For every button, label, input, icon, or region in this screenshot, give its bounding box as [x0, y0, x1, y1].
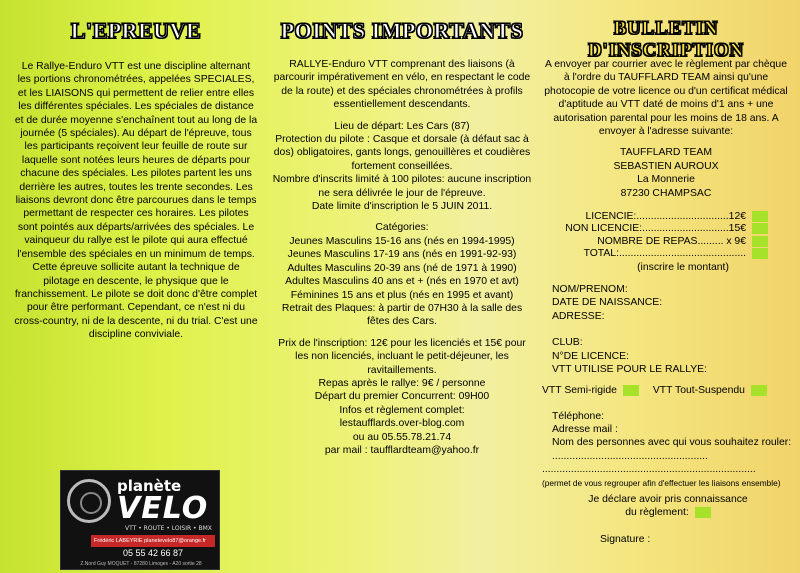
- address-line: SEBASTIEN AUROUX: [613, 160, 719, 172]
- identity-fields: [538, 283, 794, 376]
- adresse-field[interactable]: ADRESSE:: [552, 310, 605, 322]
- points-block-categories: [272, 221, 532, 328]
- sponsor-phone: 05 55 42 66 87: [122, 548, 184, 558]
- club-field[interactable]: CLUB:: [552, 337, 583, 349]
- bike-wheel-icon: [67, 479, 111, 523]
- declaration-line: du règlement:: [625, 506, 689, 518]
- signature-field[interactable]: Signature :: [600, 533, 651, 545]
- declaration-checkbox[interactable]: [695, 507, 711, 518]
- date-naissance-field[interactable]: DATE DE NAISSANCE:: [552, 297, 663, 309]
- total-field[interactable]: [752, 248, 768, 259]
- points-line: Prix de l'inscription: 12€ pour les licenciés et 15€ pour les non licenciés, incluant le petit-déjeuner, les ravitaillements.: [278, 337, 526, 376]
- email-field[interactable]: Adresse mail :: [552, 423, 618, 435]
- points-line: Jeunes Masculins 17-19 ans (nés en 1991-92-93): [287, 249, 517, 261]
- non-licencie-checkbox[interactable]: [752, 223, 768, 234]
- price-row-repas: [544, 235, 768, 248]
- points-heading: POINTS IMPORTANTS: [280, 18, 524, 43]
- nom-prenom-field[interactable]: NOM/PRENOM:: [552, 284, 628, 296]
- bulletin-intro: A envoyer par courrier avec le règlement par chèque à l'ordre du TAUFFLARD TEAM ainsi qu'une photocopie de votre licence ou d'un certificat médical d'aptitude au VTT daté de moins d'1 ans + une autorisation parental pour les moins de 18 ans. A envoyer à l'adresse suivante:: [544, 59, 788, 138]
- points-line: Catégories:: [375, 222, 429, 234]
- column-points-importants: [272, 0, 532, 573]
- sponsor-logo-planete-velo: [60, 470, 220, 570]
- sponsor-address: Z.Nord Guy MOQUET - 87280 Limoges - A20 sortie 28: [80, 561, 202, 567]
- points-line: Lieu de départ: Les Cars (87): [334, 120, 470, 132]
- vtt-semi-rigide-checkbox[interactable]: [623, 385, 639, 396]
- bulletin-heading: BULLETIN D'INSCRIPTION: [587, 18, 745, 61]
- points-intro: RALLYE-Enduro VTT comprenant des liaisons (à parcourir impérativement en vélo, en respectant le code de la route) et des spéciales chronométrées à profils essentiellement descendants.: [273, 59, 531, 111]
- sponsor-brand-line1: planète: [117, 477, 182, 495]
- points-line: Adultes Masculins 20-39 ans (né de 1971 à 1990): [287, 262, 517, 274]
- points-line: Adultes Masculins 40 ans et + (nés en 1970 et avt): [285, 276, 519, 288]
- vtt-tout-suspendu-label: VTT Tout-Suspendu: [652, 384, 745, 396]
- repas-field[interactable]: [752, 236, 768, 247]
- points-line: ou au 05.55.78.21.74: [352, 431, 452, 443]
- epreuve-heading: L'EPREUVE: [70, 18, 202, 43]
- price-label: NOMBRE DE REPAS......... x 9€: [597, 235, 746, 247]
- vtt-label: VTT UTILISE POUR LE RALLYE:: [552, 364, 707, 376]
- sponsor-tagline: VTT • ROUTE • LOISIR • BMX: [125, 525, 212, 532]
- points-block-prix: [272, 337, 532, 458]
- price-label: NON LICENCIE:..............................15€: [565, 223, 746, 235]
- points-line: Date limite d'inscription le 5 JUIN 2011.: [311, 201, 493, 213]
- group-note: (permet de vous regrouper afin d'effectuer les liaisons ensemble): [542, 477, 781, 488]
- points-line: Jeunes Masculins 15-16 ans (nés en 1994-1995): [289, 235, 515, 247]
- price-note: (inscrire le montant): [637, 262, 729, 274]
- price-table: [544, 210, 768, 273]
- contact-fields: [538, 410, 794, 546]
- telephone-field[interactable]: Téléphone:: [552, 410, 604, 422]
- email-link[interactable]: par mail : taufflardteam@yahoo.fr: [324, 444, 480, 456]
- points-line: Nombre d'inscrits limité à 100 pilotes: aucune inscription ne sera délivrée le jour de l'épreuve.: [272, 174, 532, 199]
- price-row-licencie: [544, 210, 768, 223]
- column-bulletin: [538, 0, 794, 573]
- epreuve-text: Le Rallye-Enduro VTT est une discipline alternant les portions chronométrées, appelées SPECIALES, et les LIAISONS qui permettent de relier entre elles les différentes spéciales. Les spéciales de distance et de durée moyenne s'enchaînent tout au long de la journée (5 spéciales). Au départ de l'épreuve, tous les participants reçoivent leur feuille de route sur laquelle sont notées leurs heures de départs pour chacune des spéciales. Les pilotes partent les uns derrière les autres, toutes les trente secondes. Les liaisons devront donc être parcourues dans le temps permettant de respecter ces horaires. Les pilotes sont pointés aux départs/arrivées des spéciales. Le vainqueur du rallye est le pilote qui aura effectué l'ensemble des spéciales en un minimum de temps. Cette épreuve sollicite autant la technique de pilotage en descente, le physique que le franchissement. Le pilote se doit donc d'être complet pour être performant. Cependant, ce n'est ni du cross-country, ni de la descente, ni du trial. C'est une discipline conviviale.: [14, 61, 258, 341]
- price-label: TOTAL:............................................: [583, 248, 746, 260]
- column-epreuve: [8, 0, 264, 573]
- points-line: Infos et règlement complet:: [339, 404, 465, 416]
- vtt-semi-rigide-option[interactable]: [542, 385, 639, 396]
- blog-link[interactable]: lestaufflards.over-blog.com: [339, 418, 465, 430]
- price-row-total: [544, 248, 768, 261]
- price-label: LICENCIE:................................12€: [585, 210, 746, 222]
- declaration-line: Je déclare avoir pris connaissance: [588, 493, 748, 505]
- vtt-semi-rigide-label: VTT Semi-rigide: [542, 384, 617, 396]
- address-line: TAUFFLARD TEAM: [620, 147, 712, 159]
- ride-partners-line[interactable]: ..........................................................................: [542, 464, 756, 476]
- licence-field[interactable]: N°DE LICENCE:: [552, 350, 629, 362]
- address-line: 87230 CHAMPSAC: [620, 187, 712, 199]
- ride-partners-field[interactable]: Nom des personnes avec qui vous souhaitez rouler: ......................................................: [552, 437, 792, 462]
- address-line: La Monnerie: [637, 174, 695, 186]
- points-line: Protection du pilote : Casque et dorsale (à défaut sac à dos) obligatoires, gants longs, genouillères et coudières fortement conseillées.: [273, 134, 531, 172]
- licencie-checkbox[interactable]: [752, 211, 768, 222]
- sponsor-contact: Frédéric LABEYRIE planetevelo87@orange.fr: [91, 535, 215, 547]
- declaration: [542, 493, 794, 519]
- sponsor-brand-line2: VELO: [117, 491, 209, 526]
- vtt-tout-suspendu-option[interactable]: [653, 385, 767, 396]
- price-row-non-licencie: [544, 223, 768, 236]
- points-line: Départ du premier Concurrent: 09H00: [314, 391, 490, 403]
- vtt-tout-suspendu-checkbox[interactable]: [751, 385, 767, 396]
- points-line: Féminines 15 ans et plus (nés en 1995 et avant): [290, 289, 514, 301]
- points-block-depart: [272, 120, 532, 214]
- points-line: Retrait des Plaques: à partir de 07H30 à la salle des fêtes des Cars.: [281, 302, 523, 328]
- points-line: Repas après le rallye: 9€ / personne: [318, 377, 486, 389]
- vtt-options: [538, 385, 794, 396]
- mailing-address: [538, 146, 794, 200]
